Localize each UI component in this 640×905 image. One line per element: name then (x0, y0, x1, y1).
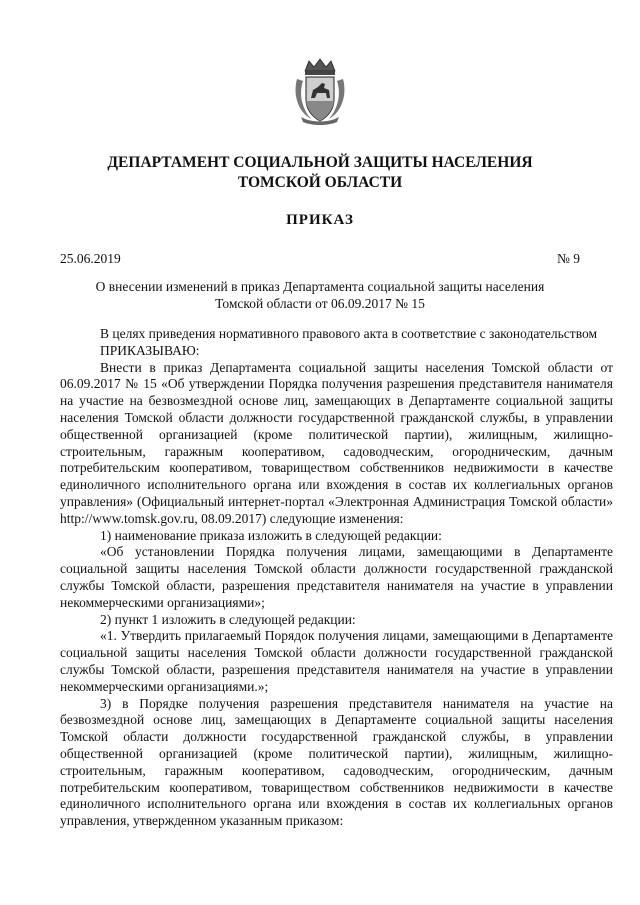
document-body (60, 326, 613, 830)
document-date: 25.06.2019 (60, 251, 121, 266)
body-paragraph-5: «Об установлении Порядка получения лицами, замещающими в Департаменте социальной защиты населения Томской области должности государственной гражданской службы Томской области, разрешения представителя нанимателя на участие в управлении некоммерческими организациями»; (60, 544, 613, 610)
document-subject (60, 279, 580, 312)
body-paragraph-8: 3) в Порядке получения разрешения представителя нанимателя на участие на безвозмездной основе лиц, замещающих в Департаменте социальной защиты населения Томской области должности государственной гражданской службы, в управлении общественной организацией (кроме политической партии), жилищным, жилищно-строительным, гаражным кооперативом, садоводческим, огородническим, дачным потребительским кооперативом, товариществом собственников недвижимости в качестве единоличного исполнительного органа или вхождения в состав их коллегиальных органов управления, утвержденном указанным приказом: (60, 695, 613, 829)
document-number: № 9 (556, 251, 580, 266)
subject-line1: О внесении изменений в приказ Департамента социальной защиты населения (95, 279, 545, 294)
body-paragraph-2: ПРИКАЗЫВАЮ: (100, 342, 200, 358)
subject-line2: Томской области от 06.09.2017 № 15 (215, 295, 425, 311)
body-paragraph-4: 1) наименование приказа изложить в следующей редакции: (100, 527, 442, 543)
department-name-line2: ТОМСКОЙ ОБЛАСТИ (237, 174, 403, 191)
department-name (60, 153, 580, 193)
body-paragraph-1: В целях приведения нормативного правового акта в соответствие с законодательством (100, 326, 598, 341)
body-paragraph-6: 2) пункт 1 изложить в следующей редакции: (100, 611, 356, 627)
body-paragraph-7: «1. Утвердить прилагаемый Порядок получения лицами, замещающими в Департаменте социальной защиты населения Томской области должности государственной гражданской службы Томской области, разрешения представителя нанимателя на участие в управлении некоммерческими организациями.»; (60, 628, 613, 694)
body-paragraph-3: Внести в приказ Департамента социальной защиты населения Томской области от 06.09.2017 № 15 «Об утверждении Порядка получения разрешения представителя нанимателя на участие на безвозмездной основе лиц, замещающих в Департаменте социальной защиты населения Томской области должности государственной гражданской службы, в управлении общественной организацией (кроме политической партии), жилищным, жилищно-строительным, гаражным кооперативом, садоводческим, огородническим, дачным потребительским кооперативом, товариществом собственников недвижимости в качестве единоличного исполнительного органа или вхождения в состав их коллегиальных органов управления» (Официальный интернет-портал «Электронная Администрация Томской области» http://www.tomsk.gov.ru, 08.09.2017) следующие изменения: (60, 359, 613, 526)
document-type: ПРИКАЗ (286, 212, 354, 228)
department-name-line1: ДЕПАРТАМЕНТ СОЦИАЛЬНОЙ ЗАЩИТЫ НАСЕЛЕНИЯ (107, 154, 533, 171)
tomsk-region-coat-of-arms-icon (291, 57, 349, 125)
